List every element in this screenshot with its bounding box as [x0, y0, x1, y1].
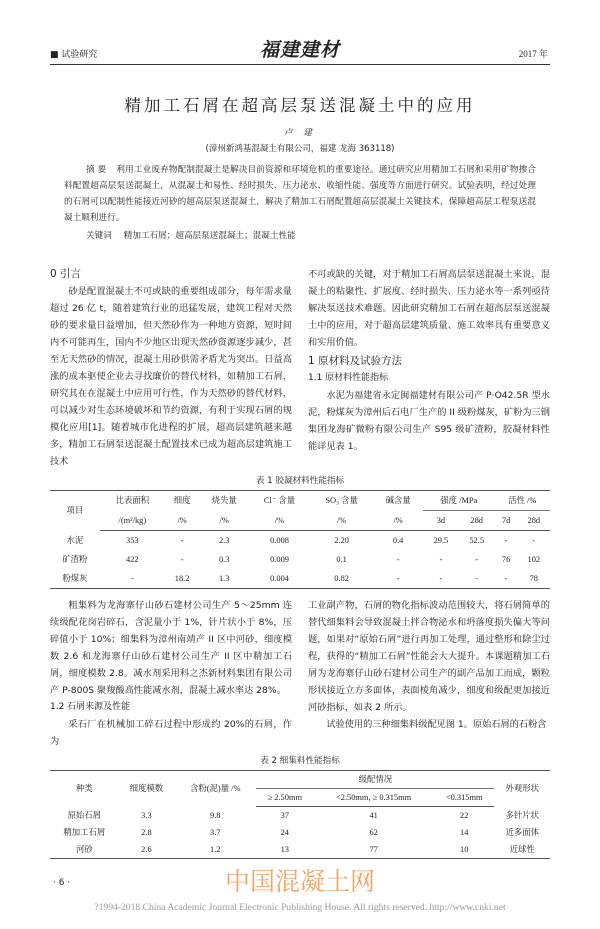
th-type: 种类	[75, 784, 93, 794]
table-row	[50, 824, 550, 841]
keywords-text: 精加工石屑；超高层泵送混凝土；混凝土性能	[123, 231, 296, 241]
right-column-top	[308, 266, 550, 455]
th-fm: 细度模数	[129, 784, 164, 794]
subsection-heading-1-1: 1.1 原材料性能指标	[308, 373, 389, 383]
row-label: 粉煤灰	[62, 574, 88, 583]
table-row	[50, 550, 550, 569]
table-cell: 353	[126, 536, 139, 545]
columns-top	[50, 266, 550, 470]
table-cell: 0.008	[270, 536, 289, 545]
table-cell: 2.8	[141, 828, 152, 837]
table-cell: 3.3	[141, 810, 152, 820]
paragraph: 粗集料为龙海寨仔山砂石建材公司生产 5～25mm 连续级配花岗岩碎石，含泥量小于 1%，针片状小于 8%，压碎值小于 10%；细集料为漳州南靖产 II 区中河砂，细度模数 2.6 和龙海寨仔山砂石建材公司生产 II 区中精加工石屑，细度模数 2.8。减水剂采用科之杰新材料集团有限公司产 P-800S 聚羧酸高性能减水剂，混凝土减水率达 28%。	[50, 600, 292, 696]
table-cell: 422	[126, 555, 139, 564]
abstract-label: 摘 要	[86, 165, 107, 175]
paragraph: 砂是配置混凝土不可或缺的重要组成部分，每年需求量超过 26 亿 t，随着建筑行业的迅猛发展，建筑工程对天然砂的要求量日益增加，但天然砂作为一种地方资源，短时间内不可能再生，国内不少地区出现天然砂资源逐步减少，甚至无天然砂的情况，混凝土用砂供需矛盾尤为突出。日益高涨的成本驱使企业去寻找廉价的替代材料，如精加工石屑，研究其在在混凝土中应用可行性，作为天然砂的替代材料，可以减少对生态环境破坏和节约资源，有利于实现石屑的规模化应用[1]。随着城市化进程的扩展，超高层建筑越来越多，精加工石屑泵送混凝土配置技术已成为超高层建筑施工技术	[50, 286, 292, 467]
th-cl: Cl⁻ 含量	[263, 496, 296, 506]
th-grading: 级配情况	[256, 771, 494, 789]
th-strength: 强度 /MPa	[423, 491, 495, 511]
journal-logo: 福建建材	[259, 39, 340, 61]
table-cell: 18.2	[174, 574, 190, 583]
th-fineness-unit: /%	[165, 511, 199, 531]
table-row	[50, 841, 550, 859]
th-3d: 3d	[423, 511, 459, 531]
th-ssa: 比表面积	[115, 496, 150, 506]
table-cell: 0.004	[270, 574, 289, 583]
th-loi-unit: /%	[199, 511, 249, 531]
th-fineness: 细度	[173, 496, 191, 506]
table-cell: 14	[460, 828, 469, 837]
table-cell: 0.1	[336, 555, 347, 564]
header	[50, 38, 550, 65]
th-g2: <2.50mm, ≥ 0.315mm	[313, 789, 434, 807]
table-cell: 1.3	[218, 574, 230, 583]
paper-title: 精加工石屑在超高层泵送混凝土中的应用	[124, 96, 476, 115]
table-cell: 102	[527, 555, 541, 564]
table-cell: -	[396, 555, 400, 564]
th-shape: 外观形状	[505, 784, 539, 794]
table-cell: 13	[280, 845, 289, 854]
row-label: 精加工石屑	[63, 828, 106, 837]
th-ssa-unit: /(m²/kg)	[100, 511, 165, 531]
table-cell: 近球性	[509, 845, 535, 854]
table1-caption: 表 1 胶凝材料性能指标	[255, 476, 345, 486]
table-cell: -	[130, 574, 134, 583]
row-label: 矿渣粉	[62, 555, 88, 564]
th-cl-unit: /%	[249, 511, 310, 531]
watermark-logo: 中国混凝土网	[224, 867, 375, 896]
copyright-notice: ?1994-2018 China Academic Journal Electronic Publishing House. All rights reserved. http://www.cnki.net	[94, 902, 506, 913]
table-cell: 2.3	[218, 536, 230, 545]
table-cell: -	[475, 574, 479, 583]
paragraph: 工业副产物，石屑的物化指标波动范围较大，将石屑简单的替代细集料会导致混凝土拌合物泌水和坍落度损失偏大等问题，如果对“原始石屑”进行再加工处理，通过整形和除尘过程，获得的“精加工石屑”性能会大大提升。本课题精加工石屑为龙海寨仔山砂石建材公司生产的副产品加工而成，颗粒形状接近立方多面体，表面棱角减少，细度和级配更加接近河砂指标，如表 2 所示。	[308, 600, 550, 713]
table-cell: -	[504, 574, 508, 583]
th-7d: 7d	[495, 511, 518, 531]
paragraph: 不可或缺的关键，对于精加工石屑高层泵送混凝土来说，混凝土的粘聚性、扩展度、经时损失、压力泌水等一系列亟待解决泵送技术难题。因此研究精加工石屑在超高层泵送混凝土中的应用，对于超高层建筑质量、施工效率具有重要意义和实用价值。	[308, 269, 550, 348]
columns-bottom	[50, 597, 550, 750]
th-g1: ≥ 2.50mm	[256, 789, 313, 807]
table-cell: 0.009	[270, 555, 289, 564]
table-cell: 2.20	[334, 536, 349, 545]
table-fine-aggregate-properties	[50, 770, 550, 859]
page-number: · 6 ·	[53, 878, 71, 888]
left-column-top	[50, 266, 292, 470]
table-cell: 1.2	[210, 845, 221, 854]
table-cell: 10	[460, 845, 469, 854]
table-cell: 41	[369, 811, 378, 820]
table-row	[50, 807, 550, 825]
th-28d: 28d	[459, 511, 495, 531]
abstract-text: 利用工业废弃物配制混凝土是解决目前资源和环境危机的重要途径。通过研究应用精加工石屑和采用矿物掺合料配置超高层泵送混凝土，从混凝土和易性、经时损失、压力泌水、收缩性能、强度等方面进行研究。试验表明，经过处理的石屑可以配制性能接近河砂的超高层泵送混凝土，解决了精加工石屑配置超高层混凝土关键技术，保障超高层工程泵送混凝土顺利进行。	[64, 165, 536, 223]
left-column-bottom	[50, 597, 292, 750]
paragraph: 采石厂在机械加工碎石过程中形成约 20%的石屑，作为	[50, 719, 292, 747]
table-cell: 78	[529, 574, 538, 583]
table-cell: 9.8	[210, 810, 221, 820]
table-cell: -	[439, 574, 443, 583]
table-cell: 0.3	[218, 555, 230, 564]
table-cell: 0.82	[334, 574, 349, 583]
table-cell: 多针片状	[505, 810, 539, 820]
th-alkali: 碱含量	[385, 496, 411, 506]
th-fines: 含粉(泥)量 /%	[190, 784, 241, 794]
table-binder-properties	[50, 490, 550, 589]
table-cell: -	[180, 536, 184, 545]
table-cell: 2.6	[141, 845, 152, 854]
section-heading-materials: 1 原材料及试验方法	[308, 355, 403, 367]
table-cell: 52.5	[469, 536, 485, 545]
table-cell: 29.5	[433, 536, 449, 545]
table-cell: 77	[369, 845, 378, 854]
keywords-label: 关键词	[86, 231, 112, 241]
table-cell: 76	[501, 555, 511, 564]
table-cell: -	[396, 574, 400, 583]
abstract	[64, 162, 536, 226]
th-loi: 烧失量	[211, 496, 237, 506]
th-so3-unit: /%	[310, 511, 373, 531]
th-alkali-unit: /%	[373, 511, 423, 531]
table-cell: -	[439, 555, 443, 564]
right-column-bottom	[308, 597, 550, 733]
row-label: 水泥	[66, 535, 84, 545]
year: 2017 年	[518, 49, 548, 59]
th-a28d: 28d	[518, 511, 550, 531]
table-cell: -	[532, 536, 536, 545]
affiliation: (漳州新鸿基混凝土有限公司，福建 龙海 363118)	[205, 144, 395, 154]
table-cell: 24	[280, 828, 289, 837]
th-activity: 活性 /%	[495, 491, 550, 511]
table-cell: -	[475, 555, 479, 564]
table-cell: 62	[369, 828, 378, 837]
th-g3: <0.315mm	[434, 789, 494, 807]
footer	[50, 867, 550, 919]
th-so3: SO₃ 含量	[325, 496, 358, 506]
table-cell: 0.4	[392, 536, 404, 545]
row-label: 原始石屑	[67, 810, 102, 820]
table-cell: 37	[280, 811, 289, 820]
row-label: 河砂	[75, 845, 93, 854]
author: 卢 建	[284, 128, 316, 138]
table-cell: 3.7	[210, 828, 221, 837]
section-label: ■ 试验研究	[50, 50, 98, 60]
th-item: 项目	[66, 506, 84, 516]
subsection-heading-1-2: 1.2 石屑来源及性能	[50, 702, 131, 712]
table-cell: 近多面体	[505, 828, 539, 837]
table-cell: -	[180, 555, 184, 564]
keywords	[86, 228, 536, 244]
paragraph: 试验使用的三种细集料级配见图 1。原始石屑的石粉含	[326, 719, 547, 730]
table-row	[50, 531, 550, 551]
table2-caption: 表 2 细集料性能指标	[260, 756, 340, 766]
section-heading-intro: 0 引言	[50, 268, 82, 280]
paragraph: 水泥为福建省永定闽福建材有限公司产 P·O42.5R 型水泥，粉煤灰为漳州后石电厂生产的 II 级粉煤灰，矿粉为三钢集团龙海矿微粉有限公司生产 S95 级矿渣粉，胶凝材料性能详见表 1。	[308, 390, 550, 452]
table-cell: -	[504, 536, 508, 545]
table-row	[50, 569, 550, 589]
table-cell: 22	[460, 811, 469, 820]
